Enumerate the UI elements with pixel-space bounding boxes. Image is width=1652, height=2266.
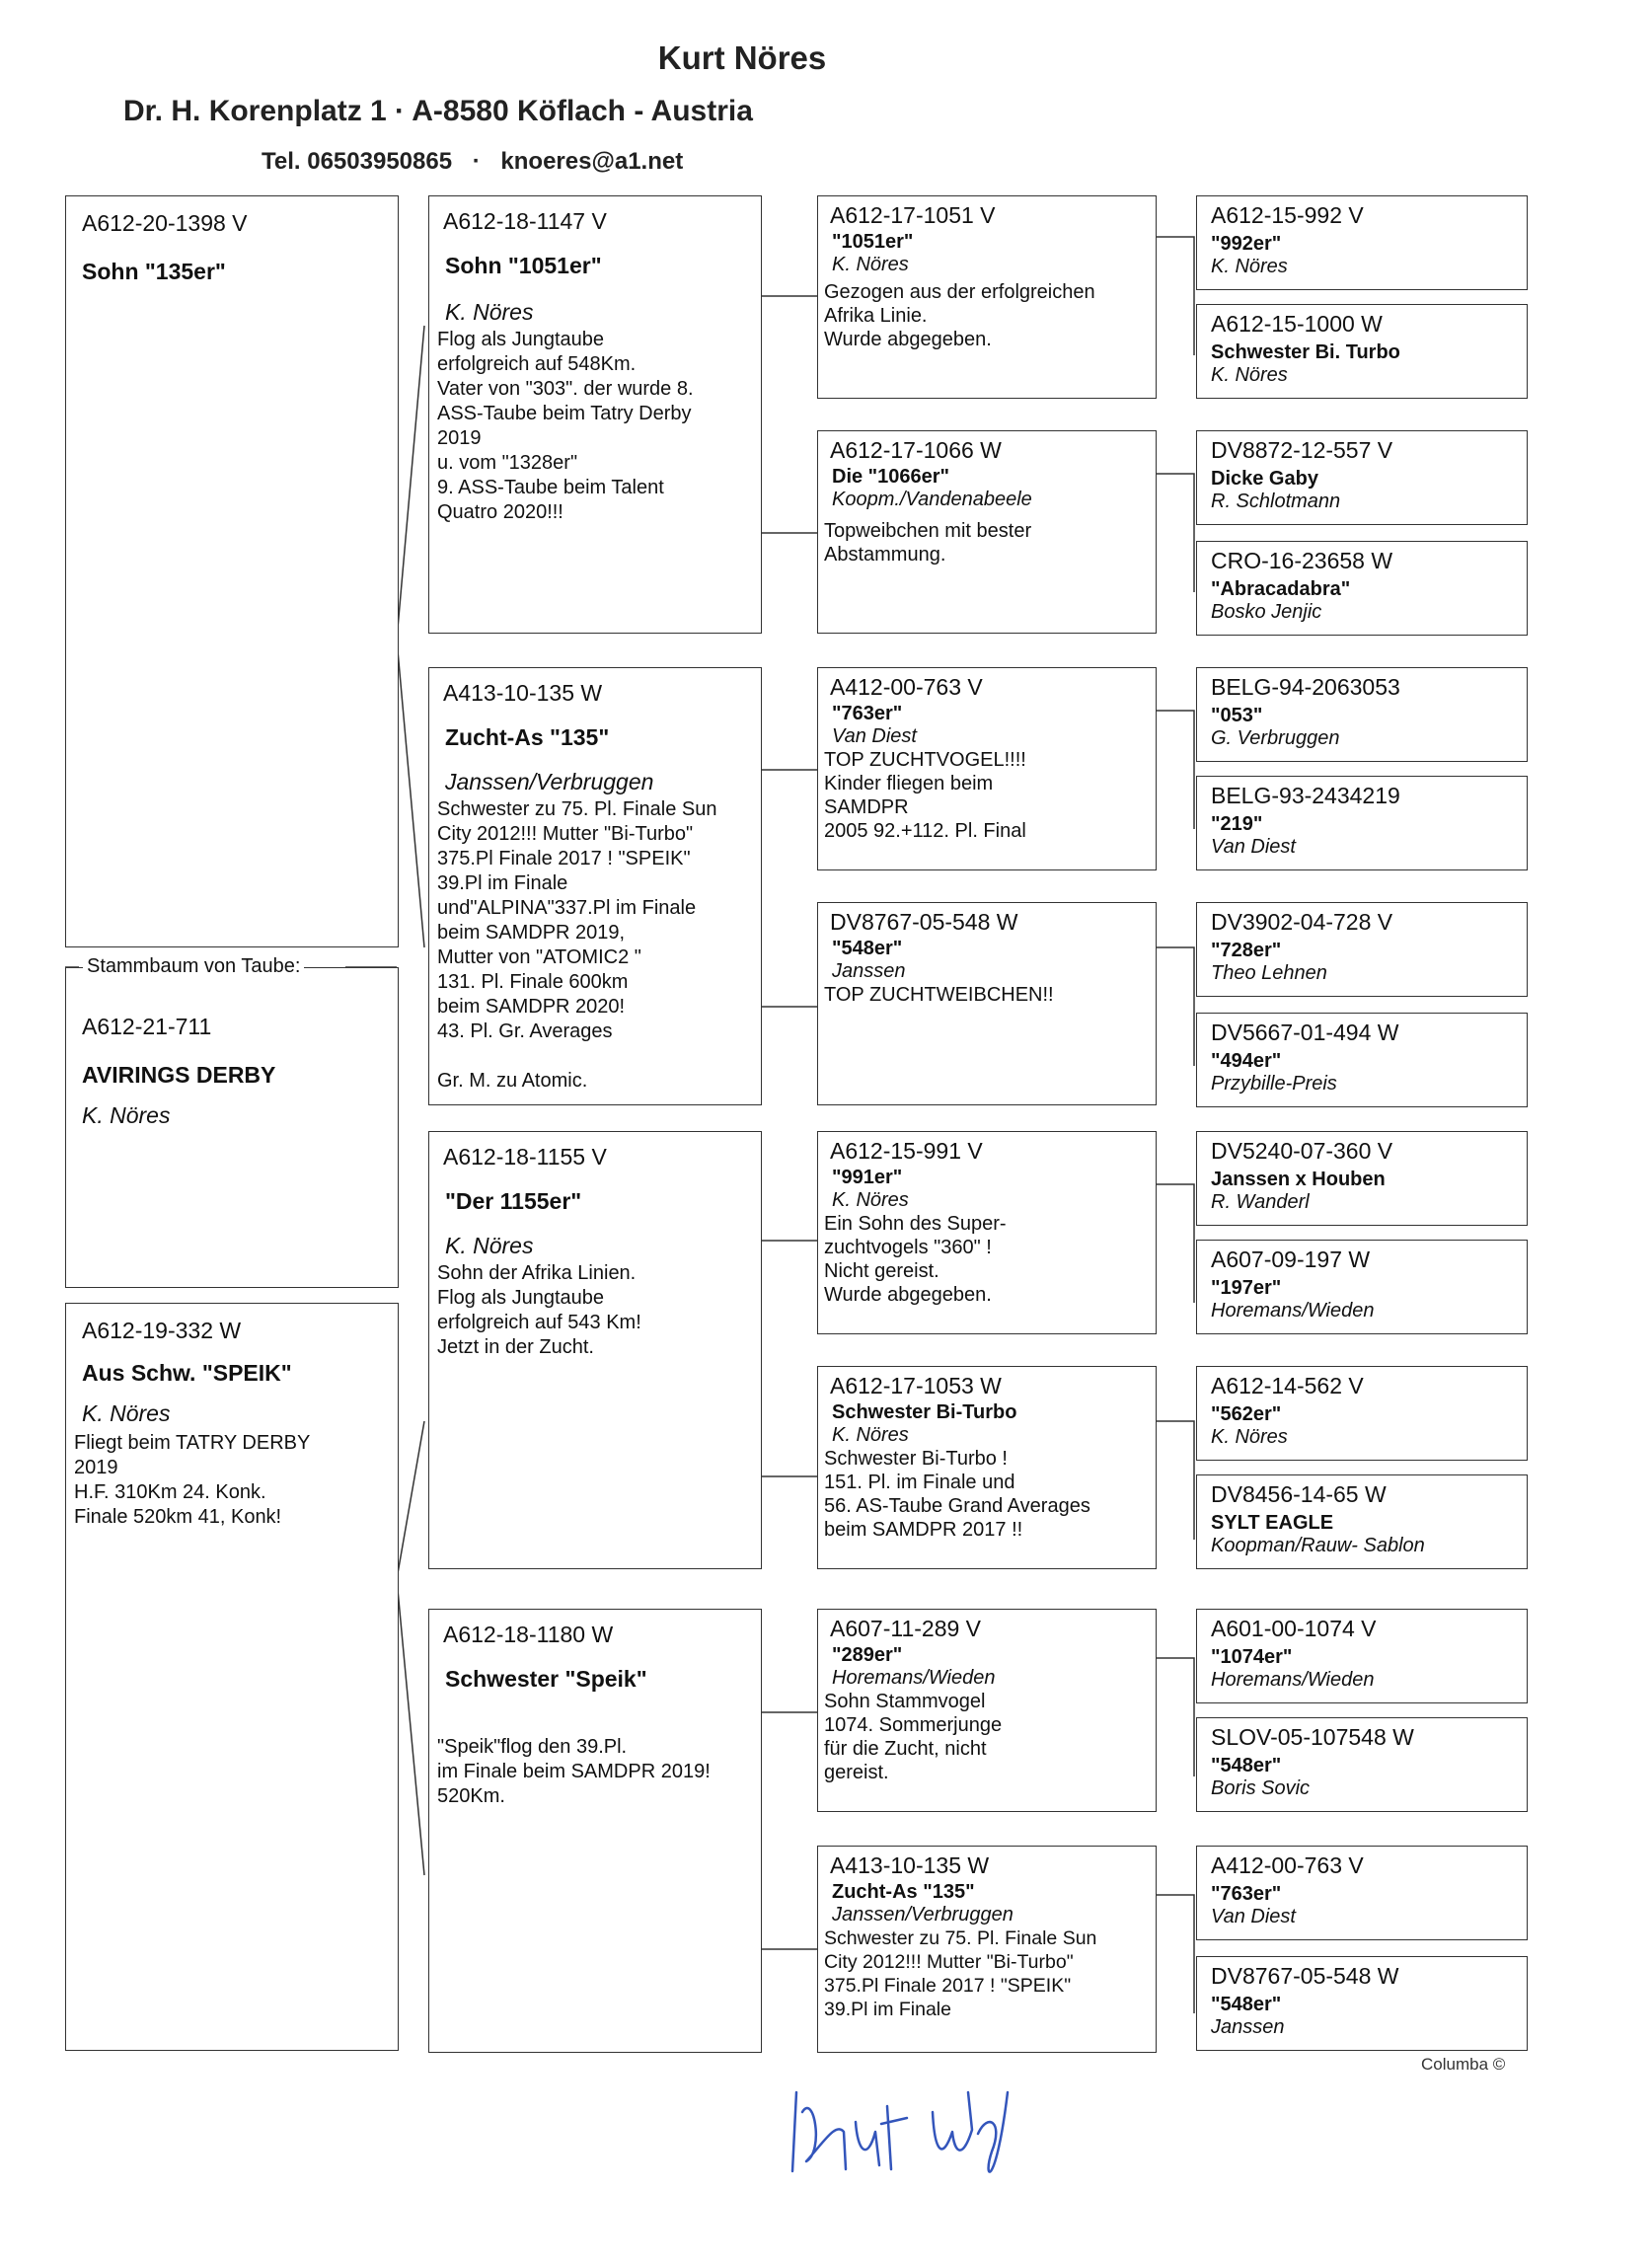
ancestor-card[interactable] [1196,902,1528,997]
performance-note: Schwester zu 75. Pl. Finale Sun City 2012!!! Mutter "Bi-Turbo" 375.Pl Finale 2017 ! "SPEIK" 39.Pl im Finale [824,1927,1097,2020]
ring-number: DV5667-01-494 W [1211,1020,1399,1045]
breeder-name: Janssen [1211,2016,1285,2038]
breeder-name: R. Schlotmann [1211,491,1341,512]
ancestor-card[interactable] [1196,1366,1528,1461]
grandparent-card[interactable] [428,195,762,634]
ancestor-card[interactable] [1196,1846,1528,1940]
great-grandparent-card[interactable] [817,430,1157,634]
breeder-name: Koopman/Rauw- Sablon [1211,1535,1425,1556]
pigeon-name: Schwester Bi-Turbo [832,1401,1017,1423]
performance-note: Schwester Bi-Turbo ! 151. Pl. im Finale und 56. AS-Taube Grand Averages beim SAMDPR 2017 !! [824,1448,1090,1541]
ancestor-card[interactable] [1196,1956,1528,2051]
breeder-name: Horemans/Wieden [1211,1669,1375,1691]
pigeon-name: "548er" [832,938,903,959]
ring-number: DV5240-07-360 V [1211,1138,1393,1164]
ancestor-card[interactable] [1196,1474,1528,1569]
ring-number: A412-00-763 V [1211,1852,1364,1878]
breeder-name: Bosko Jenjic [1211,601,1322,623]
mother-card[interactable] [65,1303,399,2051]
pigeon-name: "1074er" [1211,1646,1293,1668]
breeder-name: Theo Lehnen [1211,962,1327,984]
ring-number: A601-00-1074 V [1211,1616,1377,1641]
breeder-name: R. Wanderl [1211,1191,1310,1213]
pigeon-name: Schwester Bi. Turbo [1211,341,1400,363]
performance-note: Gezogen aus der erfolgreichen Afrika Linie. Wurde abgegeben. [824,281,1095,350]
ring-number: A612-15-991 V [830,1138,983,1164]
breeder-name: K. Nöres [82,1400,171,1426]
pigeon-name: "548er" [1211,1994,1282,2015]
ring-number: DV3902-04-728 V [1211,909,1393,935]
ring-number: A413-10-135 W [830,1852,990,1878]
breeder-name: K. Nöres [445,299,534,325]
ring-number: A612-15-1000 W [1211,311,1383,337]
great-grandparent-card[interactable] [817,667,1157,870]
breeder-name: Koopm./Vandenabeele [832,489,1032,510]
ring-number: DV8872-12-557 V [1211,437,1393,463]
pigeon-name: "763er" [832,703,903,724]
pigeon-name: "197er" [1211,1277,1282,1299]
great-grandparent-card[interactable] [817,195,1157,399]
pigeon-name: Die "1066er" [832,466,950,488]
performance-note: Fliegt beim TATRY DERBY 2019 H.F. 310Km 24. Konk. Finale 520km 41, Konk! [74,1432,311,1528]
ring-number: DV8767-05-548 W [830,909,1018,935]
pigeon-name: Zucht-As "135" [445,724,610,750]
father-card[interactable] [65,195,399,947]
breeder-name: K. Nöres [832,1189,909,1211]
pigeon-name: "Abracadabra" [1211,578,1351,600]
owner-name: Kurt Nöres [657,39,827,76]
pigeon-name: Sohn "1051er" [445,253,602,278]
breeder-name: Van Diest [1211,1906,1296,1927]
tel-label: Tel. [262,148,301,175]
breeder-name: Janssen/Verbruggen [445,769,654,794]
breeder-name: Van Diest [1211,836,1296,858]
grandparent-card[interactable] [428,1609,762,2053]
ancestor-card[interactable] [1196,1240,1528,1334]
pigeon-name: Aus Schw. "SPEIK" [82,1360,292,1386]
ring-number: A612-17-1051 V [830,202,996,228]
tel-number: 06503950865 [307,148,453,175]
pigeon-name: Zucht-As "135" [832,1881,975,1903]
subject-caption: Stammbaum von Taube: [83,955,304,978]
pigeon-name: "494er" [1211,1050,1282,1072]
ancestor-card[interactable] [1196,430,1528,525]
performance-note: Sohn Stammvogel 1074. Sommerjunge für die Zucht, nicht gereist. [824,1691,1003,1783]
ancestor-card[interactable] [1196,304,1528,399]
ring-number: A612-17-1053 W [830,1373,1002,1398]
ring-number: A612-14-562 V [1211,1373,1364,1398]
pigeon-name: "991er" [832,1167,903,1188]
ring-number: A412-00-763 V [830,674,983,700]
great-grandparent-card[interactable] [817,1846,1157,2053]
performance-note: TOP ZUCHTWEIBCHEN!! [824,984,1054,1006]
pigeon-name: "763er" [1211,1883,1282,1905]
performance-note: TOP ZUCHTVOGEL!!!! Kinder fliegen beim SAMDPR 2005 92.+112. Pl. Final [824,749,1026,842]
ancestor-card[interactable] [1196,195,1528,290]
ring-number: A612-15-992 V [1211,202,1364,228]
ancestor-card[interactable] [1196,1717,1528,1812]
pigeon-name: Dicke Gaby [1211,468,1318,490]
pigeon-name: "992er" [1211,233,1282,255]
breeder-name: Janssen/Verbruggen [832,1904,1014,1926]
ring-number: A612-18-1155 V [443,1144,607,1170]
breeder-name: Horemans/Wieden [832,1667,996,1689]
email-address: knoeres@a1.net [500,148,684,175]
breeder-name: Janssen [832,960,906,982]
pigeon-name: "548er" [1211,1755,1282,1776]
pigeon-name: "728er" [1211,940,1282,961]
performance-note: Flog als Jungtaube erfolgreich auf 548Km. Vater von "303". der wurde 8. ASS-Taube beim Tatry Derby 2019 u. vom "1328er" 9. ASS-Taube beim Talent Quatro 2020!!! [437,329,694,523]
ring-number: CRO-16-23658 W [1211,548,1393,573]
great-grandparent-card[interactable] [817,1366,1157,1569]
ring-number: SLOV-05-107548 W [1211,1724,1414,1750]
great-grandparent-card[interactable] [817,1131,1157,1334]
ancestor-card[interactable] [1196,776,1528,870]
great-grandparent-card[interactable] [817,902,1157,1105]
grandparent-card[interactable] [428,667,762,1105]
owner-address: Dr. H. Korenplatz 1 · A-8580 Köflach - Austria [123,95,753,127]
ring-number: A612-20-1398 V [82,210,248,236]
pigeon-name: "Der 1155er" [445,1188,582,1214]
ring-number: A612-17-1066 W [830,437,1002,463]
ring-number: BELG-93-2434219 [1211,783,1400,808]
ring-number: A413-10-135 W [443,680,603,706]
great-grandparent-card[interactable] [817,1609,1157,1812]
software-credit: Columba © [1421,2055,1506,2074]
performance-note: Sohn der Afrika Linien. Flog als Jungtaube erfolgreich auf 543 Km! Jetzt in der Zucht. [437,1262,641,1358]
ancestor-card[interactable] [1196,1131,1528,1226]
pigeon-name: "1051er" [832,231,914,253]
ring-number: A612-21-711 [82,1014,212,1039]
ring-number: BELG-94-2063053 [1211,674,1400,700]
performance-note: Ein Sohn des Super- zuchtvogels "360" ! Nicht gereist. Wurde abgegeben. [824,1213,1007,1306]
breeder-name: G. Verbruggen [1211,727,1340,749]
breeder-name: Van Diest [832,725,917,747]
ring-number: DV8767-05-548 W [1211,1963,1399,1989]
ancestor-card[interactable] [1196,1609,1528,1703]
breeder-name: K. Nöres [1211,364,1288,386]
performance-note: "Speik"flog den 39.Pl. im Finale beim SAMDPR 2019! 520Km. [437,1736,711,1807]
grandparent-card[interactable] [428,1131,762,1569]
breeder-name: K. Nöres [832,1424,909,1446]
contact-separator: · [472,148,481,175]
pigeon-name: "053" [1211,705,1263,726]
ancestor-card[interactable] [1196,667,1528,762]
pigeon-name: "289er" [832,1644,903,1666]
breeder-name: Przybille-Preis [1211,1073,1337,1095]
performance-note: Topweibchen mit bester Abstammung. [824,520,1032,566]
pigeon-name: "219" [1211,813,1263,835]
performance-note: Schwester zu 75. Pl. Finale Sun City 2012!!! Mutter "Bi-Turbo" 375.Pl Finale 2017 ! "SPEIK" 39.Pl im Finale und"ALPINA"337.Pl im Finale beim SAMDPR 2019, Mutter von "ATOMIC2 " 131. Pl. Finale 600km beim SAMDPR 2020! 43. Pl. Gr. Averages Gr. M. zu Atomic. [437,798,717,1092]
pigeon-name: SYLT EAGLE [1211,1512,1334,1534]
breeder-name: K. Nöres [445,1233,534,1258]
breeder-name: Horemans/Wieden [1211,1300,1375,1322]
pigeon-name: "562er" [1211,1403,1282,1425]
breeder-name: Boris Sovic [1211,1777,1311,1799]
breeder-name: K. Nöres [1211,256,1288,277]
ring-number: DV8456-14-65 W [1211,1481,1387,1507]
breeder-name: K. Nöres [1211,1426,1288,1448]
pigeon-name: Sohn "135er" [82,259,226,284]
ancestor-card[interactable] [1196,541,1528,636]
ring-number: A612-18-1180 W [443,1622,614,1647]
ring-number: A612-19-332 W [82,1318,242,1343]
pigeon-name: Janssen x Houben [1211,1169,1386,1190]
pigeon-name: AVIRINGS DERBY [82,1062,276,1088]
ancestor-card[interactable] [1196,1013,1528,1107]
ring-number: A607-09-197 W [1211,1246,1371,1272]
ring-number: A612-18-1147 V [443,208,607,234]
ring-number: A607-11-289 V [830,1616,982,1641]
breeder-name: K. Nöres [82,1102,171,1128]
signature-image [785,2053,1021,2201]
breeder-name: K. Nöres [832,254,909,275]
subject-card[interactable] [65,967,399,1288]
pigeon-name: Schwester "Speik" [445,1666,647,1692]
